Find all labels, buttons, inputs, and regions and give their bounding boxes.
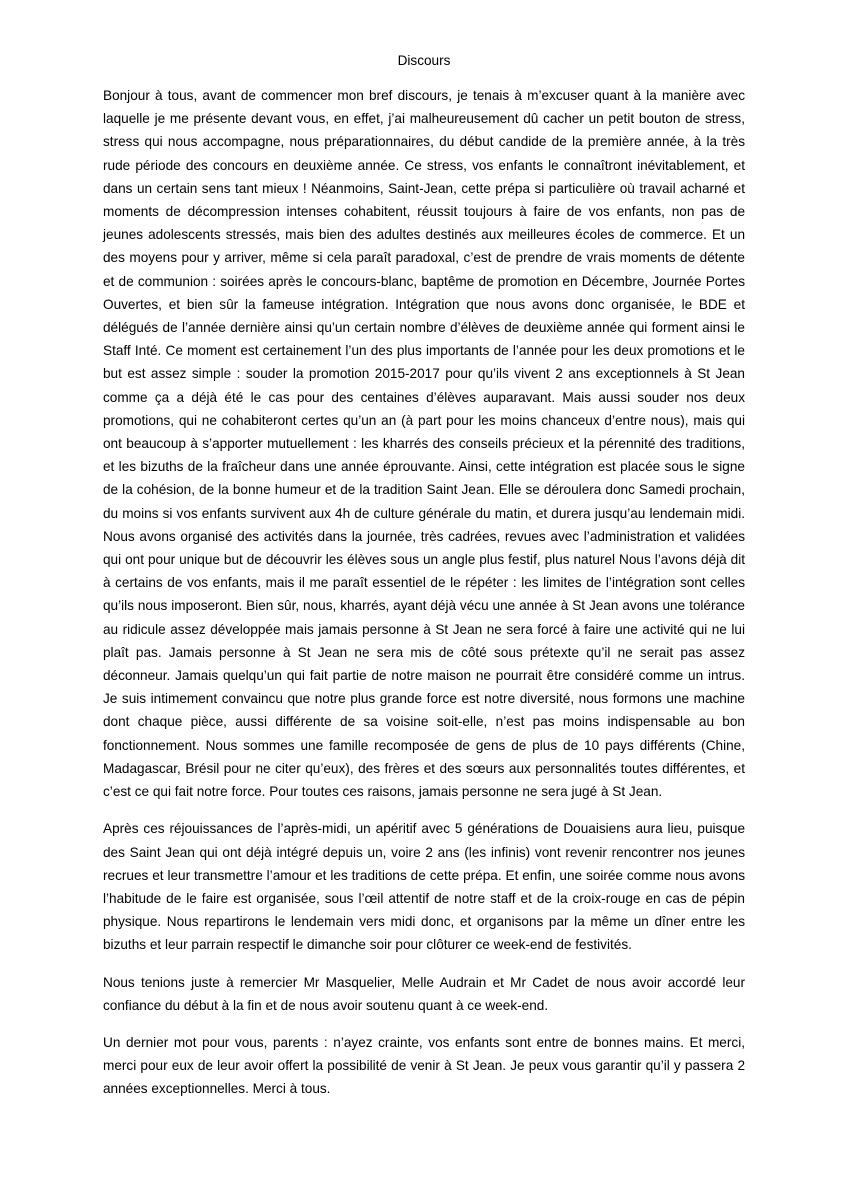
document-title: Discours [397, 53, 451, 68]
paragraph-evening: Après ces réjouissances de l’après-midi, un apéritif avec 5 générations de Douaisiens aura lieu, puisque des Saint Jean qui ont déjà intégré depuis un, voire 2 ans (les infinis) vont revenir rencontrer nos jeunes recrues et leur transmettre l’amour et les traditions de cette prépa. Et enfin, une soirée comme nous avons l’habitude de le faire est organisée, sous l’œil attentif de notre staff et de la croix-rouge en cas de pépin physique. Nous repartirons le lendemain vers midi donc, et organisons par la même un dîner entre les bizuths et leur parrain respectif le dimanche soir pour clôturer ce week-end de festivités. [103, 821, 745, 953]
paragraph-thanks: Nous tenions juste à remercier Mr Masquelier, Melle Audrain et Mr Cadet de nous avoir accordé leur confiance du début à la fin et de nous avoir soutenu quant à ce week-end. [103, 974, 745, 1013]
document-body [103, 84, 745, 1101]
paragraph-closing: Un dernier mot pour vous, parents : n’ayez crainte, vos enfants sont entre de bonnes mains. Et merci, merci pour eux de leur avoir offert la possibilité de venir à St Jean. Je peux vous garantir qu’il y passera 2 années exceptionnelles. Merci à tous. [103, 1034, 745, 1097]
paragraph-intro: Bonjour à tous, avant de commencer mon bref discours, je tenais à m’excuser quant à la manière avec laquelle je me présente devant vous, en effet, j’ai malheureusement dû cacher un petit bouton de stress, stress qui nous accompagne, nous préparationnaires, du début candide de la première année, à la très rude période des concours en deuxième année. Ce stress, vos enfants le connaîtront inévitablement, et dans un certain sens tant mieux ! Néanmoins, Saint-Jean, cette prépa si particulière où travail acharné et moments de décompression intenses cohabitent, réussit toujours à faire de vos enfants, non pas de jeunes adolescents stressés, mais bien des adultes destinés aux meilleures écoles de commerce. Et un des moyens pour y arriver, même si cela paraît paradoxal, c’est de prendre de vrais moments de détente et de communion : soirées après le concours-blanc, baptême de promotion en Décembre, Journée Portes Ouvertes, et bien sûr la fameuse intégration. Intégration que nous avons donc organisée, le BDE et délégués de l’année dernière ainsi qu’un certain nombre d’élèves de deuxième année qui forment ainsi le Staff Inté. Ce moment est certainement l’un des plus importants de l’année pour les deux promotions et le but est assez simple : souder la promotion 2015-2017 pour qu’ils vivent 2 ans exceptionnels à St Jean comme ça a déjà été le cas pour des centaines d’élèves auparavant. Mais aussi souder nos deux promotions, qui ne cohabiteront certes qu’un an (à part pour les moins chanceux d’entre nous), mais qui ont beaucoup à s’apporter mutuellement : les kharrés des conseils précieux et la pérennité des traditions, et les bizuths de la fraîcheur dans une année éprouvante. Ainsi, cette intégration est placée sous le signe de la cohésion, de la bonne humeur et de la tradition Saint Jean. Elle se déroulera donc Samedi prochain, du moins si vos enfants survivent aux 4h de culture générale du matin, et durera jusqu’au lendemain midi. Nous avons organisé des activités dans la journée, très cadrées, revues avec l’administration et validées qui ont pour unique but de découvrir les élèves sous un angle plus festif, plus naturel Nous l’avons déjà dit à certains de vos enfants, mais il me paraît essentiel de le répéter : les limites de l’intégration sont celles qu’ils nous imposeront. Bien sûr, nous, kharrés, ayant déjà vécu une année à St Jean avons une tolérance au ridicule assez développée mais jamais personne à St Jean ne sera forcé à faire une activité qui ne lui plaît pas. Jamais personne à St Jean ne sera mis de côté sous prétexte qu’il ne serait pas assez déconneur. Jamais quelqu’un qui fait partie de notre maison ne pourrait être considéré comme un intrus. Je suis intimement convaincu que notre plus grande force est notre diversité, nous formons une machine dont chaque pièce, aussi différente de sa voisine soit-elle, n’est pas moins indispensable au bon fonctionnement. Nous sommes une famille recomposée de gens de plus de 10 pays différents (Chine, Madagascar, Brésil pour ne citer qu’eux), des frères et des sœurs aux personnalités toutes différentes, et c’est ce qui fait notre force. Pour toutes ces raisons, jamais personne ne sera jugé à St Jean. [103, 88, 745, 800]
